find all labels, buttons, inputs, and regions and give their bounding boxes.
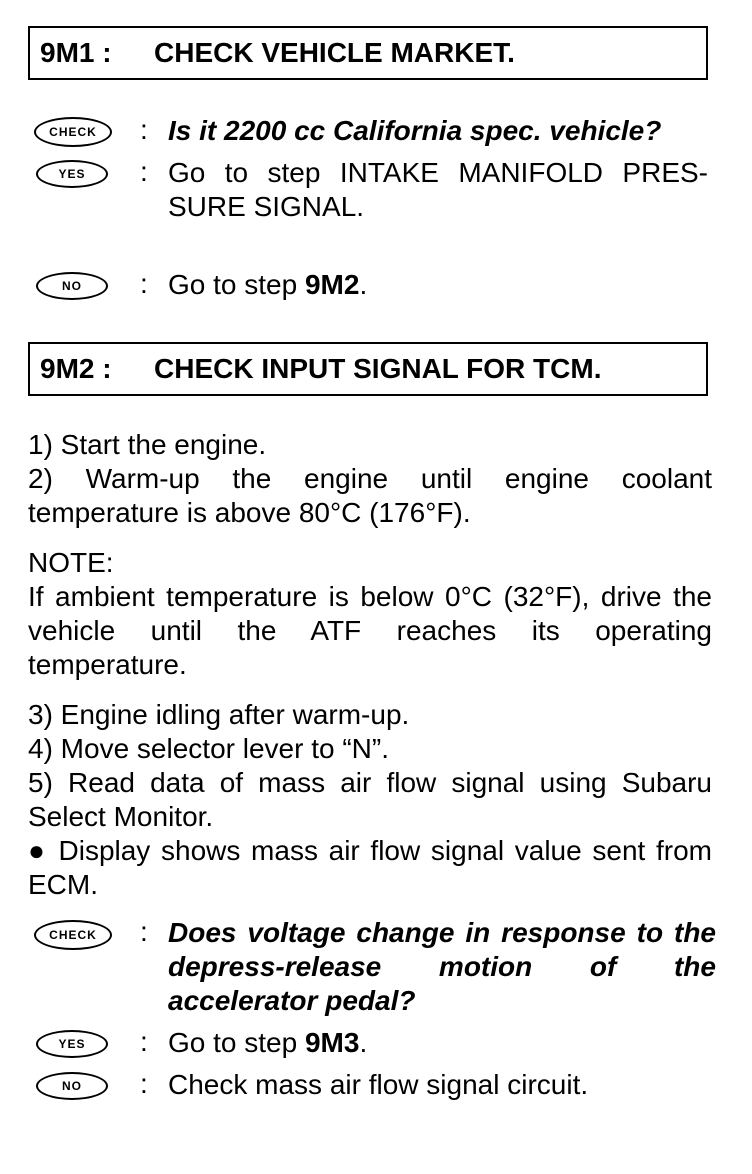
colon: : (140, 1068, 148, 1099)
procedure-list-b (28, 698, 712, 902)
step-title: CHECK INPUT SIGNAL FOR TCM. (154, 353, 602, 384)
colon: : (140, 916, 148, 947)
no-instruction (168, 268, 716, 302)
check-row (28, 916, 718, 1020)
colon: : (140, 156, 148, 187)
bullet-item: ● Display shows mass air flow signal value sent from ECM. (28, 835, 712, 900)
colon: : (140, 1026, 148, 1057)
yes-badge-icon: YES (36, 160, 108, 188)
yes-step-ref: 9M3 (304, 1027, 360, 1058)
yes-instruction: Go to step INTAKE MANIFOLD PRES-SURE SIGNAL. (168, 157, 708, 222)
procedure-step: 3) Engine idling after warm-up. (28, 699, 410, 730)
colon: : (140, 114, 148, 145)
no-row (28, 268, 718, 304)
note-label: NOTE: (28, 547, 114, 578)
step-9m2-header (28, 342, 708, 396)
procedure-step: 2) Warm-up the engine until engine coolant temperature is above 80°C (176°F). (28, 463, 712, 528)
yes-row (28, 1026, 718, 1062)
no-instruction: Check mass air flow signal circuit. (168, 1069, 589, 1100)
no-step-ref: 9M2 (304, 269, 360, 300)
step-number: 9M1 : (40, 37, 112, 68)
yes-text-suffix: . (359, 1027, 368, 1058)
yes-instruction (168, 1026, 716, 1060)
no-text-suffix: . (359, 269, 368, 300)
note-block (28, 546, 712, 682)
yes-text-prefix: Go to step (168, 1027, 305, 1058)
check-question: Is it 2200 cc California spec. vehicle? (168, 115, 662, 146)
yes-row (28, 156, 718, 228)
step-number: 9M2 : (40, 353, 112, 384)
step-9m1-header (28, 26, 708, 80)
colon: : (140, 268, 148, 299)
check-row (28, 114, 718, 150)
procedure-step: 5) Read data of mass air flow signal using Subaru Select Monitor. (28, 767, 712, 832)
no-badge-icon: NO (36, 272, 108, 300)
note-text: If ambient temperature is below 0°C (32°F), drive the vehicle until the ATF reaches its operating temperature. (28, 581, 712, 680)
no-badge-icon: NO (36, 1072, 108, 1100)
procedure-list-a (28, 428, 712, 530)
yes-badge-icon: YES (36, 1030, 108, 1058)
procedure-step: 1) Start the engine. (28, 429, 267, 460)
check-question: Does voltage change in response to the depress-release motion of the accelerator pedal? (168, 917, 716, 1016)
check-badge-icon: CHECK (34, 117, 112, 147)
procedure-step: 4) Move selector lever to “N”. (28, 733, 389, 764)
no-text-prefix: Go to step (168, 269, 305, 300)
no-row (28, 1068, 718, 1104)
step-title: CHECK VEHICLE MARKET. (154, 37, 515, 68)
check-badge-icon: CHECK (34, 920, 112, 950)
